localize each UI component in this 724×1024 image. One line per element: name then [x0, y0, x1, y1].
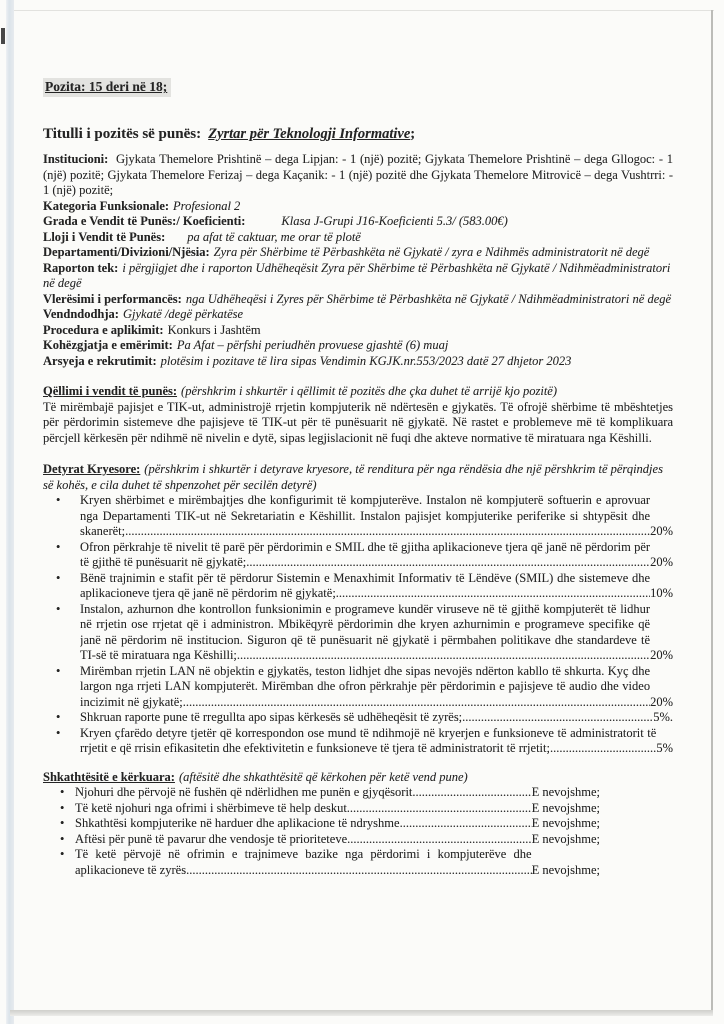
job-title-value: Zyrtar për Teknologji Informative: [208, 125, 411, 142]
skill-level: E nevojshme;: [531, 862, 600, 877]
duty-text: Instalon, azhurnon dhe kontrollon funksionimin e programeve kundër viruseve në të gjithë kompjuterët të lidhur në rrjetin ose rrjetat që i administron. Mbikëqyrë përdorimin dhe kryen azhurnimin e programeve specifike që janë në përdorim në institucion. Siguron që të punësuarit në gjykatë i përmbahen politikave dhe standardeve të TI-së të miratuara nga Këshilli; .....: [80, 602, 650, 664]
job-title-label: Titulli i pozitës së punës:: [43, 125, 202, 142]
field-value: pa afat të caktuar, me orar të plotë: [187, 229, 361, 244]
purpose-heading-row: [43, 384, 673, 400]
duty-item: [43, 710, 673, 726]
duty-percent: 20%: [650, 648, 673, 662]
scan-edge-left: [6, 0, 14, 1024]
skills-heading: Shkathtësitë e kërkuara:: [43, 769, 175, 784]
purpose-heading: Qëllimi i vendit të punës:: [43, 384, 178, 398]
scan-edge-bottom: [10, 1010, 713, 1016]
field-vendndodhja: [43, 307, 673, 323]
duty-text: Kryen çfarëdo detyre tjetër që korrespondon ose mund të ndihmojë në kryerjen e funksioneve të administratorit të rrjetit e që rrisin efikasitetin dhe efektivitetin e funksioneve të tjera të administratorit të rrjetit; .....: [80, 726, 656, 757]
field-kategoria-funksionale: [43, 199, 673, 215]
institution-paragraph: [43, 152, 673, 199]
duty-text: Mirëmban rrjetin LAN në objektin e gjykatës, teston lidhjet dhe sipas nevojës ndërton kabllo të shkurta. Kyç dhe largon nga rrjeti LAN kompjuterët. Mirëmban dhe ofron përkrahje për përdorimin e pajisjeve të audio dhe video incizimit në gjykatë; .....: [80, 664, 650, 711]
document-content: [43, 68, 673, 878]
field-label: Grada e Vendit të Punës:/ Koeficienti:: [43, 214, 246, 228]
scan-edge-top: [14, 10, 714, 11]
duty-text: Kryen shërbimet e mirëmbajtjes dhe konfigurimit të kompjuterëve. Instalon në kompjuterë softuerin e aprovuar nga Departamenti TIK-ut në Sekretariatin e Këshillit. Instalon pajisjet kompjuterike periferike si shtypësit dhe skanerët; .....: [80, 493, 650, 540]
field-arsyeja-rekrutimit: [43, 354, 673, 370]
purpose-body: Të mirëmbajë pajisjet e TIK-ut, administrojë rrjetin kompjuterik në ndërtesën e gjykatës. Të ofrojë shërbime të mbështetjes për përdorimin sistemeve dhe pajisjeve të TIK-ut për të punësuarit në gjykatë. Në rastet e problemeve më të komplikuara përcjell kërkesën për ndihmë në nivelin e dytë, sipas legjislacionit në fuqi dhe akteve normative të miratuara nga Këshilli.: [43, 399, 673, 445]
skill-level: E nevojshme;: [531, 816, 600, 830]
skill-item: [43, 816, 673, 832]
duty-percent: 20%: [650, 555, 673, 569]
field-value: Konkurs i Jashtëm: [167, 322, 261, 337]
bullet-icon: [43, 493, 80, 540]
skills-list: [43, 785, 673, 878]
position-range-row: [43, 68, 673, 97]
job-title-row: [43, 127, 673, 143]
skill-item: [43, 832, 673, 848]
duties-list: [43, 493, 673, 757]
bullet-icon: [43, 726, 80, 757]
field-value: Klasa J-Grupi J16-Koeficienti 5.3/ (583.00€): [281, 214, 508, 228]
field-label: Kohëzgjatja e emërimit:: [43, 338, 173, 352]
skills-heading-row: [43, 770, 673, 786]
institution-text: Gjykata Themelore Prishtinë – dega Lipjan: - 1 (një) pozitë; Gjykata Themelore Prishtinë – dega Gllogoc: - 1 (një) pozitë; Gjykata Themelore Ferizaj – dega Kaçanik: - 1 (një) pozitë dhe Gjykata Themelore Mitrovicë – dega Vushtrri: - 1 (një) pozitë;: [43, 152, 673, 197]
field-departamenti: [43, 245, 673, 261]
skill-text: Aftësi për punë të pavarur dhe vendosje të prioriteteve .....: [75, 832, 532, 848]
field-kohezgjatja-emerimit: [43, 338, 673, 354]
duty-item: [43, 493, 673, 540]
section-purpose: [43, 384, 673, 446]
duty-percent: 20%: [650, 694, 673, 709]
bullet-icon: [43, 785, 75, 801]
field-value: i përgjigjet dhe i raporton Udhëheqësit Zyra për Shërbime të Përbashkëta në Gjykatë / Ndihmëadministratori në degë: [43, 260, 671, 290]
bullet-icon: [43, 801, 75, 817]
scan-black-mark: [1, 28, 5, 44]
bullet-icon: [43, 816, 75, 832]
duty-text: Bënë trajnimin e stafit për të përdorur Sistemin e Menaxhimit Informativ të Lëndëve (SMIL) dhe sistemeve dhe aplikacioneve tjera që janë në përdorim në gjykatë; .....: [80, 571, 650, 602]
skill-item: [43, 801, 673, 817]
bullet-icon: [43, 710, 80, 726]
skill-text: Të ketë përvojë në ofrimin e trajnimeve bazike nga përdorimi i kompjuterëve dhe aplikacioneve të zyrës .....: [75, 847, 532, 878]
job-title-suffix: ;: [410, 125, 416, 142]
scan-edge-right: [711, 10, 713, 1014]
field-label: Raporton tek:: [43, 260, 119, 275]
duties-heading: Detyrat Kryesore:: [43, 462, 141, 476]
field-lloji-vendit: [43, 230, 673, 246]
bullet-icon: [43, 664, 80, 711]
institution-label: Institucioni:: [43, 152, 109, 166]
duty-percent: 5%: [656, 741, 673, 755]
skills-note: (aftësitë dhe shkathtësitë që kërkohen për ketë vend pune): [178, 769, 468, 784]
duty-item: [43, 571, 673, 602]
duties-heading-row: [43, 462, 673, 493]
field-procedura-aplikimit: [43, 323, 673, 339]
skill-text: Njohuri dhe përvojë në fushën që ndërlidhen me punën e gjyqësorit .....: [75, 785, 532, 801]
skill-text: Të ketë njohuri nga ofrimi i shërbimeve të help deskut .....: [75, 801, 532, 817]
field-raporton-tek: [43, 261, 673, 292]
duty-percent: 10%: [650, 586, 673, 600]
duty-item: [43, 664, 673, 711]
skill-item: [43, 785, 673, 801]
field-label: Vendndodhja:: [43, 307, 119, 321]
duty-text: Shkruan raporte pune të rregullta apo sipas kërkesës së udhëheqësit të zyrës; .....: [80, 710, 653, 726]
bullet-icon: [43, 847, 75, 878]
duty-text: Ofron përkrahje të nivelit të parë për përdorimin e SMIL dhe të gjitha aplikacioneve tjera që janë në përdorim për të gjithë të punësuarit në gjykatë; .....: [80, 540, 650, 571]
skill-item: [43, 847, 673, 878]
skill-level: E nevojshme;: [531, 785, 600, 799]
field-value: Zyra për Shërbime të Përbashkëta në Gjykatë / zyra e Ndihmës administratorit në degë: [213, 245, 650, 259]
duty-item: [43, 726, 673, 757]
bullet-icon: [43, 540, 80, 571]
section-duties: [43, 462, 673, 757]
bullet-icon: [43, 832, 75, 848]
duty-percent: 5%.: [653, 710, 673, 724]
duty-percent: 20%: [650, 524, 673, 538]
field-label: Arsyeja e rekrutimit:: [43, 353, 157, 368]
field-grada-koeficienti: [43, 214, 673, 230]
duty-item: [43, 540, 673, 571]
bullet-icon: [43, 602, 80, 664]
field-label: Lloji i Vendit të Punës:: [43, 229, 166, 244]
skill-level: E nevojshme;: [531, 800, 600, 815]
field-label: Vlerësimi i performancës:: [43, 291, 182, 306]
field-value: nga Udhëheqësi i Zyres për Shërbime të Përbashkëta në Gjykatë / Ndihmëadministratori në degë: [185, 291, 672, 306]
section-skills: [43, 770, 673, 879]
skill-text: Shkathtësi kompjuterike në harduer dhe aplikacione të ndryshme .....: [75, 816, 532, 832]
field-label: Kategoria Funksionale:: [43, 198, 170, 213]
field-value: Gjykatë /degë përkatëse: [122, 307, 244, 321]
skill-level: E nevojshme;: [531, 831, 600, 846]
field-label: Procedura e aplikimit:: [43, 322, 164, 337]
duties-note: (përshkrim i shkurtër i detyrave kryesore, të renditura për nga rëndësia dhe një përshkrim të përqindjes së kohës, e cila duhet të shpenzohet për secilën detyrë): [43, 462, 663, 492]
purpose-note: (përshkrim i shkurtër i qëllimit të pozitës dhe çka duhet të arrijë kjo pozitë): [181, 384, 558, 398]
field-value: Profesional 2: [173, 198, 241, 213]
field-vleresimi-performances: [43, 292, 673, 308]
duty-item: [43, 602, 673, 664]
field-value: plotësim i pozitave të lira sipas Vendimin KGJK.nr.553/2023 datë 27 dhjetor 2023: [160, 353, 572, 368]
bullet-icon: [43, 571, 80, 602]
field-value: Pa Afat – përfshi periudhën provuese gjashtë (6) muaj: [176, 338, 449, 352]
field-label: Departamenti/Divizioni/Njësia:: [43, 245, 210, 259]
position-range: Pozita: 15 deri në 18;: [43, 78, 171, 97]
